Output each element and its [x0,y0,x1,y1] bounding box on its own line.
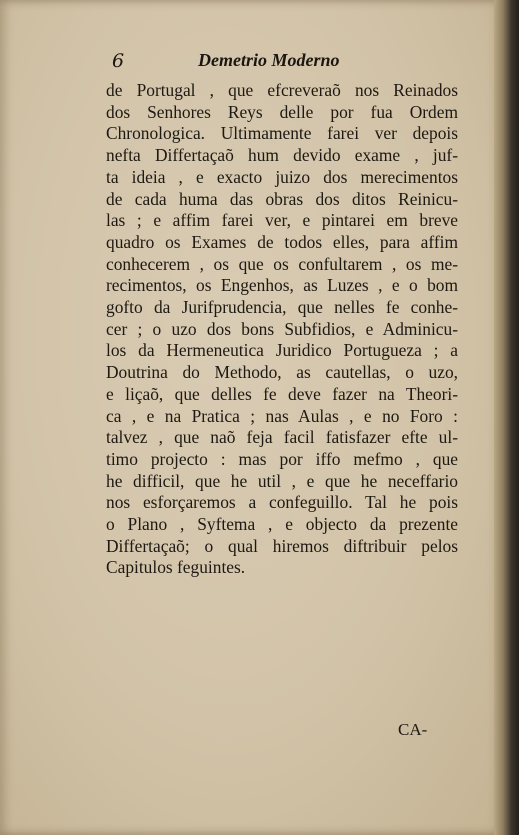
text-line: nefta Differtaçaõ hum devido exame , juf- [106,145,458,166]
text-line: nos esforçaremos a confeguillo. Tal he pois [106,492,458,513]
text-line: Capitulos feguintes. [106,557,246,578]
text-line: ca , e na Pratica ; nas Aulas , e no Foro : [106,405,458,426]
text-line: Chronologica. Ultimamente farei ver depois [106,123,458,144]
text-line: Differtaçaõ; o qual hiremos diftribuir pelos [106,535,458,556]
book-gutter [494,0,519,835]
text-line: los da Hermeneutica Juridico Portugueza ; a [106,340,458,361]
text-line: he difficil, que he util , e que he neceffario [106,470,458,491]
page-number: 6 [112,50,125,72]
text-line: dos Senhores Reys delle por fua Ordem [106,101,458,122]
text-line: e liçaõ, que delles fe deve fazer na Theori- [106,383,458,404]
running-title: Demetrio Moderno [198,50,340,70]
text-line: gofto da Jurifprudencia, que nelles fe conhe- [106,297,458,318]
text-line: cer ; o uzo dos bons Subfidios, e Adminicu- [106,318,458,339]
text-line: o Plano , Syftema , e objecto da prezente [106,514,458,535]
text-line: ta ideia , e exacto juizo dos merecimentos [106,166,458,187]
text-line: recimentos, os Engenhos, as Luzes , e o bom [106,275,458,296]
text-line: talvez , que naõ feja facil fatisfazer efte ul- [106,427,458,448]
catchword: CA- [398,720,428,739]
text-line: las ; e affim farei ver, e pintarei em breve [106,210,458,231]
text-line: de Portugal , que efcreveraõ nos Reinados [106,80,458,100]
text-line: de cada huma das obras dos ditos Reinicu- [106,188,458,209]
text-line: Doutrina do Methodo, as cautellas, o uzo, [106,362,458,383]
text-line: quadro os Exames de todos elles, para affim [106,231,458,252]
text-line: conhecerem , os que os confultarem , os me- [106,253,458,274]
page-header [0,50,504,74]
text-line: timo projecto : mas por iffo mefmo , que [106,448,458,469]
body-text [106,80,458,579]
